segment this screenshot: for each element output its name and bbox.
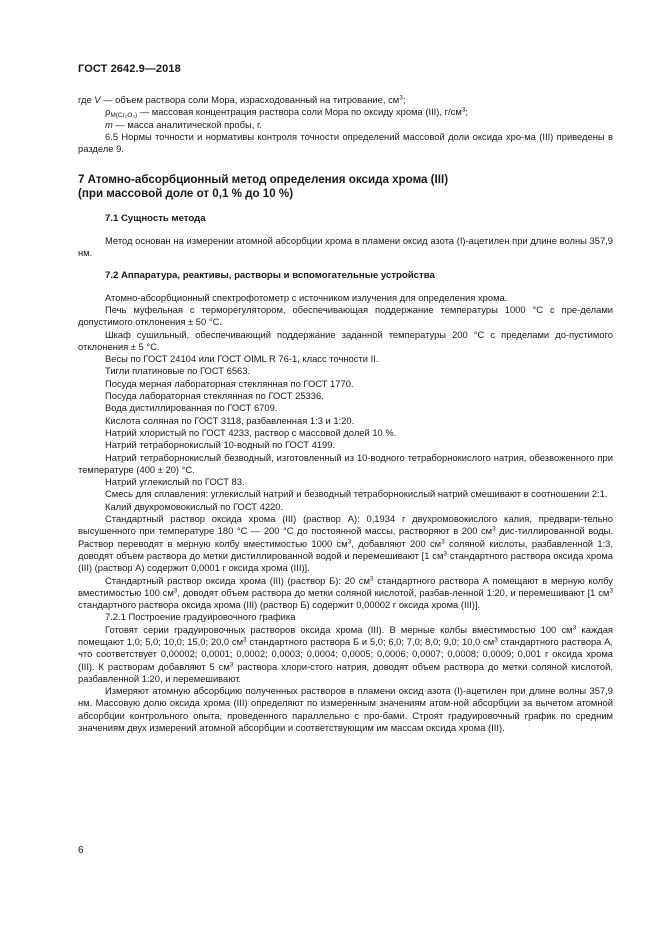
section-7-2-1-heading: 7.2.1 Построение градуировочного графика bbox=[105, 611, 296, 623]
text-span: стандартного раствора Б и 5,0; 6,0; 7,0; 8,0; 9,0; 10,0 см bbox=[246, 635, 495, 647]
text-span: — массовая концентрация раствора соли Мора по оксиду хрома (III), г/см bbox=[137, 106, 462, 118]
superscript: 3 bbox=[494, 636, 498, 644]
superscript: 3 bbox=[443, 550, 448, 558]
equipment-item: Печь муфельная с терморегулятором, обеспечивающая поддержание температуры 1000 °С с пре-делами допустимого отклонения ± 50 °С. bbox=[78, 303, 613, 328]
equipment-item: Натрий хлористый по ГОСТ 4233, раствор с массовой долей 10 %. bbox=[105, 426, 397, 438]
equipment-item: Натрий углекислый по ГОСТ 83. bbox=[105, 476, 245, 488]
text-span: каждая помещают 1,0; 5,0; 10,0; 15,0; 20,0 см bbox=[78, 623, 613, 647]
document-header: ГОСТ 2642.9—2018 bbox=[78, 63, 181, 75]
superscript: 3 bbox=[461, 106, 466, 114]
equipment-item: Кислота соляная по ГОСТ 3118, разбавленная 1:3 и 1:20. bbox=[105, 414, 355, 426]
equipment-item: Весы по ГОСТ 24104 или ГОСТ OIML R 76-1, класс точности II. bbox=[105, 353, 379, 365]
superscript: 3 bbox=[492, 525, 496, 533]
text-span: Стандартный раствор оксида хрома (III) (раствор Б): 20 см bbox=[105, 574, 370, 586]
standard-solution-b bbox=[78, 575, 613, 612]
superscript: 3 bbox=[347, 538, 352, 546]
equipment-item: Натрий тетраборнокислый безводный, изготовленный из 10-водного тетраборнокислого натрия, обезвоженного при температуре (400 ± 20) °С. bbox=[78, 451, 613, 475]
text-span: Готовят серии градуировочных растворов оксида хрома (III). В мерные колбы вместимостью 100 см bbox=[105, 623, 573, 635]
equipment-item: Тигли платиновые по ГОСТ 6563. bbox=[105, 365, 251, 377]
section-7-heading bbox=[78, 173, 613, 201]
section-7-2-heading: 7.2 Аппаратура, реактивы, растворы и вспомогательные устройства bbox=[105, 270, 435, 282]
text-span: ; bbox=[402, 94, 406, 105]
text-span: , добавляют 200 см bbox=[351, 537, 442, 549]
equipment-item: Посуда лабораторная стеклянная по ГОСТ 25336. bbox=[105, 390, 324, 402]
superscript: 3 bbox=[399, 94, 403, 102]
equipment-item: Шкаф сушильный, обеспечивающий поддержание заданной температуры 200 °С с пределами до-пустимого отклонения ± 5 °С. bbox=[78, 328, 613, 352]
calibration-paragraph bbox=[78, 624, 613, 685]
equipment-item: Натрий тетраборнокислый 10-водный по ГОСТ 4199. bbox=[105, 439, 336, 451]
variable-definition-m bbox=[78, 119, 613, 131]
variable-m: m bbox=[105, 118, 113, 130]
text-span: Стандартный раствор оксида хрома (III) (раствор А): 0,1934 г двухромовокислого калия, предвари-тельно высушенного при температуре 180 °С — 200 °С до постоянной массы, растворяют в 200 см bbox=[78, 513, 613, 537]
text-span: — объем раствора соли Мора, израсходованный на титрование, см bbox=[100, 94, 400, 105]
heading-line: (при массовой доле от 0,1 % до 10 %) bbox=[78, 187, 294, 201]
text-span: , доводят объем раствора до метки соляной кислотой, разбав-ленной 1:20, и перемешивают [1 см bbox=[177, 586, 610, 598]
superscript: 3 bbox=[173, 587, 178, 595]
variable-definition-rho bbox=[78, 106, 613, 118]
superscript: 3 bbox=[572, 624, 577, 632]
rho-symbol: ρ bbox=[105, 106, 111, 118]
text-span: дис-тиллированной воды. Раствор переводят в мерную колбу вместимостью 1000 см bbox=[78, 525, 613, 549]
text-span: где bbox=[78, 94, 95, 105]
heading-line: 7 Атомно-абсорбционный метод определения оксида хрома (III) bbox=[78, 173, 449, 187]
measurement-paragraph: Измеряют атомную абсорбцию полученных растворов в пламени оксид азота (I)-ацетилен при длине волны 357,9 нм. Массовую долю оксида хрома (III) определяют по измеренным значениям атом-ной абсорбции за вычетом атомной абсорбции контрольного опыта, проведенного параллельно с про-бами. Строят градуировочный график по средним значениям двух измерений атомной абсорбции и соответствующим им массам оксида хрома (III). bbox=[78, 685, 613, 734]
superscript: 3 bbox=[229, 661, 234, 669]
subscript: M(Cr₂O₃) bbox=[110, 112, 138, 120]
text-span: стандартного раствора оксида хрома (III) (раствор А) содержит 0,0001 г оксида хрома (III)]. bbox=[78, 549, 613, 574]
paragraph-7-1: Метод основан на измерении атомной абсорбции хрома в пламени оксид азота (I)-ацетилен при длине волны 357,9 нм. bbox=[78, 234, 613, 259]
standard-solution-a bbox=[78, 513, 613, 574]
text-span: ; bbox=[465, 106, 469, 118]
variable-definition-v bbox=[78, 94, 613, 106]
equipment-item: Калий двухромовокислый по ГОСТ 4220. bbox=[105, 500, 284, 512]
superscript: 3 bbox=[441, 538, 445, 546]
text-span: соляной кислоты, разбавленной 1:3, доводят объем раствора до метки дистиллированной водой и перемешивают [1 см bbox=[78, 537, 613, 561]
text-span: стандартного раствора А помещают в мерную колбу вместимостью 100 см bbox=[78, 574, 613, 598]
paragraph-6-5: 6.5 Нормы точности и нормативы контроля точности определений массовой доли оксида хро-ма (III) приведены в разделе 9. bbox=[78, 130, 613, 155]
equipment-item: Вода дистиллированная по ГОСТ 6709. bbox=[105, 402, 278, 414]
text-span: — масса аналитической пробы, г. bbox=[112, 118, 262, 130]
text-span: стандартного раствора оксида хрома (III) (раствор Б) содержит 0,00002 г оксида хрома (III)]. bbox=[78, 599, 481, 611]
superscript: 3 bbox=[369, 575, 374, 582]
equipment-item: Смесь для сплавления: углекислый натрий и безводный тетраборнокислый натрий смешивают в соотношении 2:1. bbox=[105, 488, 608, 500]
variable-v: V bbox=[94, 94, 101, 105]
text-span: стандартного раствора А, что соответствует 0,00002; 0,0001; 0,0002; 0,0003; 0,0004; 0,0005; 0,0006; 0,0007; 0,0008; 0,0009; 0,001 г оксида хрома (III). К растворам добавляют 5 см bbox=[78, 635, 614, 672]
equipment-item: Посуда мерная лабораторная стеклянная по ГОСТ 1770. bbox=[105, 377, 354, 389]
text-span: раствора хлори-стого натрия, доводят объем раствора до метки соляной кислотой, разбавленной 1:20, и перемешивают. bbox=[78, 660, 613, 684]
superscript: 3 bbox=[609, 587, 613, 595]
section-7-1-heading: 7.1 Сущность метода bbox=[105, 213, 206, 225]
superscript: 3 bbox=[243, 636, 247, 644]
equipment-item: Атомно-абсорбционный спектрофотометр с источником излучения для определения хрома. bbox=[105, 291, 508, 303]
document-body bbox=[78, 94, 613, 734]
page-number: 6 bbox=[78, 845, 84, 856]
